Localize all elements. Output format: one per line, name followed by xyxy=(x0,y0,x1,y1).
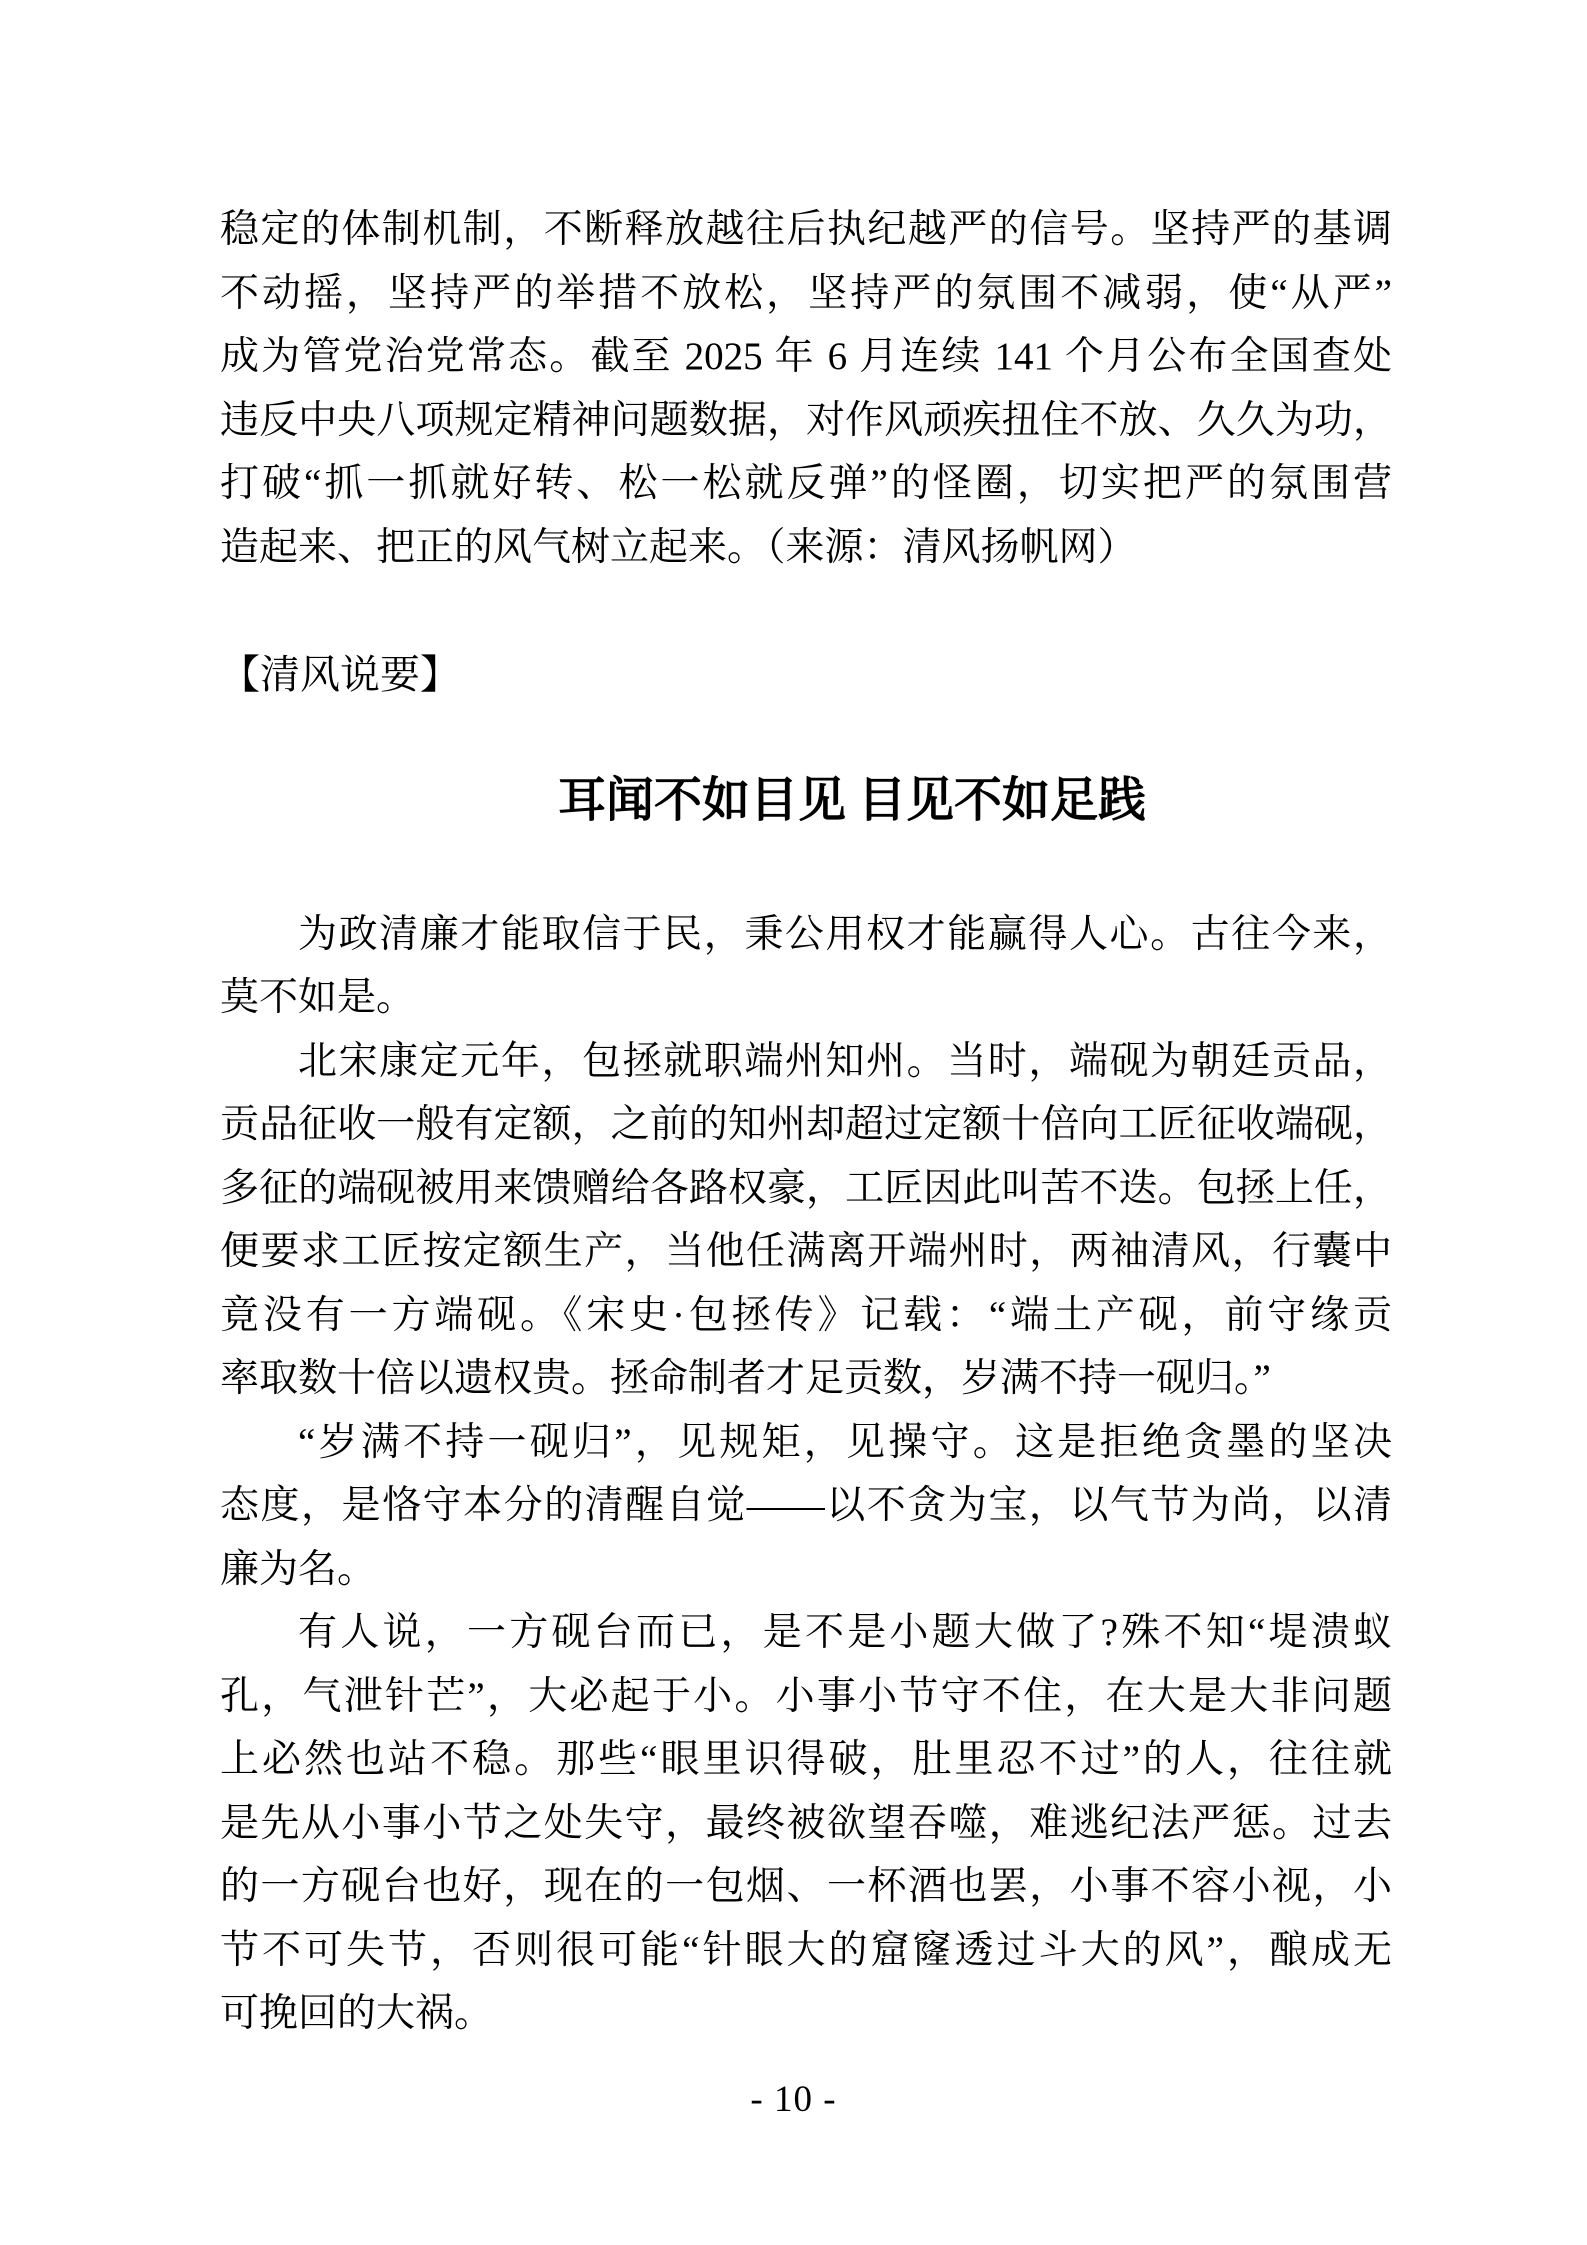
text-line: 打破“抓一抓就好转、松一松就反弹”的怪圈，切实把严的氛围营 xyxy=(220,462,1392,505)
text-line: 多征的端砚被用来馈赠给各路权豪，工匠因此叫苦不迭。包拯上任， xyxy=(220,1166,1392,1210)
text-line: 贡品征收一般有定额，之前的知州却超过定额十倍向工匠征收端砚， xyxy=(220,1103,1392,1146)
text-line: 不动摇，坚持严的举措不放松，坚持严的氛围不减弱，使“从严” xyxy=(220,271,1392,315)
text-line: 造起来、把正的风气树立起来。（来源：清风扬帆网） xyxy=(220,525,1137,569)
continuation-paragraph xyxy=(220,198,1392,579)
text-line: 节不可失节，否则很可能“针眼大的窟窿透过斗大的风”，酿成无 xyxy=(220,1928,1392,1972)
article-body xyxy=(220,903,1392,2046)
text-line: 有人说，一方砚台而已，是不是小题大做了?殊不知“堤溃蚁 xyxy=(298,1611,1392,1654)
text-line: 率取数十倍以遗权贵。拯命制者才足贡数，岁满不持一砚归。” xyxy=(220,1357,1271,1400)
text-line: 便要求工匠按定额生产，当他任满离开端州时，两袖清风，行囊中 xyxy=(220,1230,1392,1273)
text-line: 上必然也站不稳。那些“眼里识得破，肚里忍不过”的人，往往就 xyxy=(220,1738,1392,1781)
text-line: 态度，是恪守本分的清醒自觉——以不贪为宝，以气节为尚，以清 xyxy=(220,1484,1392,1527)
text-line: 竟没有一方端砚。《宋史·包拯传》记载：“端土产砚，前守缘贡 xyxy=(220,1293,1392,1337)
page-footer xyxy=(0,2078,1587,2122)
body-paragraph xyxy=(220,1030,1392,1411)
body-paragraph xyxy=(220,1601,1392,2046)
text-line: 廉为名。 xyxy=(220,1547,377,1591)
text-line: 为政清廉才能取信于民，秉公用权才能赢得人心。古往今来， xyxy=(298,912,1392,956)
article-title: 耳闻不如目见 目见不如足践 xyxy=(557,773,1146,827)
text-line: 莫不如是。 xyxy=(220,976,416,1019)
page-number: - 10 - xyxy=(750,2079,837,2120)
body-paragraph xyxy=(220,1411,1392,1602)
text-line: “岁满不持一砚归”，见规矩，见操守。这是拒绝贪墨的坚决 xyxy=(298,1420,1392,1464)
text-line: 可挽回的大祸。 xyxy=(220,1992,494,2035)
text-line: 的一方砚台也好，现在的一包烟、一杯酒也罢，小事不容小视，小 xyxy=(220,1865,1392,1908)
text-line: 成为管党治党常态。截至 2025 年 6 月连续 141 个月公布全国查处 xyxy=(220,335,1392,378)
text-line: 违反中央八项规定精神问题数据，对作风顽疾扭住不放、久久为功， xyxy=(220,398,1392,442)
text-line: 是先从小事小节之处失守，最终被欲望吞噬，难逃纪法严惩。过去 xyxy=(220,1801,1392,1845)
text-line: 孔，气泄针芒”，大必起于小。小事小节守不住，在大是大非问题 xyxy=(220,1674,1392,1718)
page-content xyxy=(220,198,1392,2046)
text-line: 稳定的体制机制，不断释放越往后执纪越严的信号。坚持严的基调 xyxy=(220,208,1392,251)
text-line: 北宋康定元年，包拯就职端州知州。当时，端砚为朝廷贡品， xyxy=(298,1039,1392,1083)
section-label: 【清风说要】 xyxy=(220,652,460,697)
body-paragraph xyxy=(220,903,1392,1030)
